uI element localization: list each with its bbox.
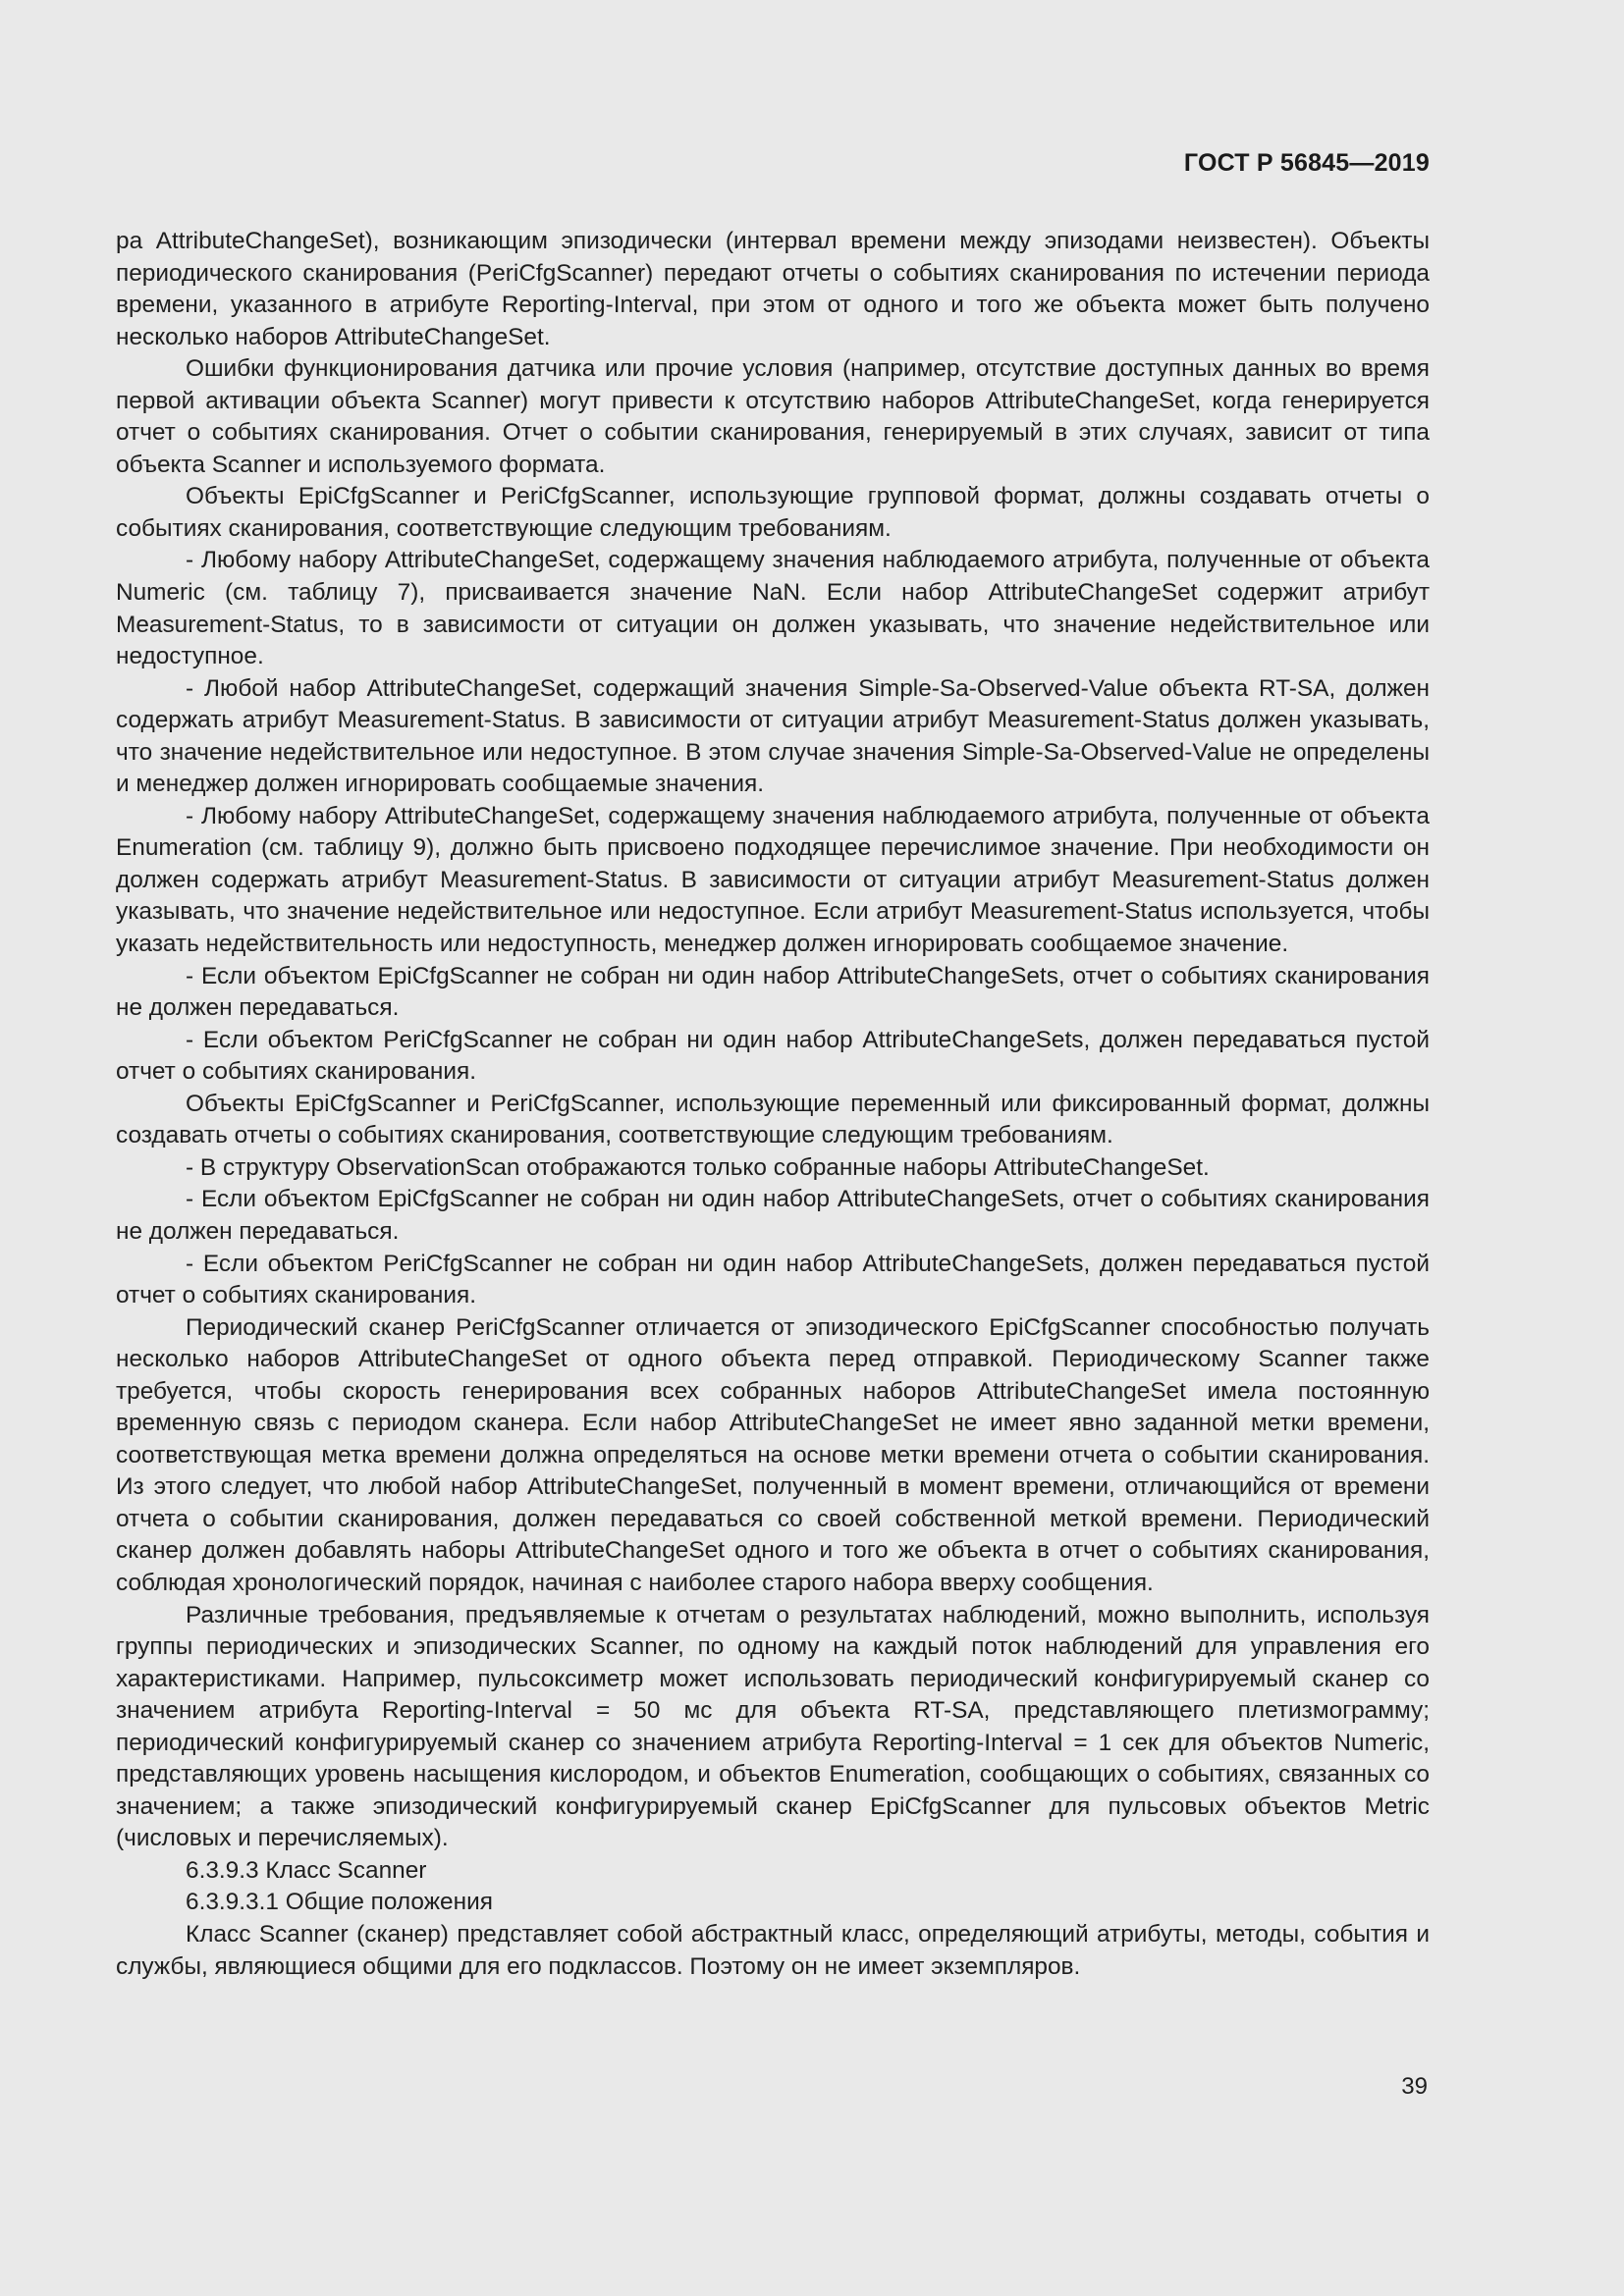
list-item: - Если объектом PeriCfgScanner не собран ни один набор AttributeChangeSets, должен передаваться пустой отчет о событиях сканирования. bbox=[116, 1250, 1430, 1309]
list-item: - Если объектом EpiCfgScanner не собран ни один набор AttributeChangeSets, отчет о событиях сканирования не должен передаваться. bbox=[116, 1186, 1430, 1245]
page-number: 39 bbox=[1401, 2073, 1428, 2100]
list-item: - Если объектом PeriCfgScanner не собран ни один набор AttributeChangeSets, должен передаваться пустой отчет о событиях сканирования. bbox=[116, 1026, 1430, 1086]
paragraph: Различные требования, предъявляемые к отчетам о результатах наблюдений, можно выполнить, используя группы периодических и эпизодических Scanner, по одному на каждый поток наблюдений для управления его характеристиками. Например, пульсоксиметр может использовать периодический конфигурируемый сканер со значением атрибута Reporting-Interval = 50 мс для объекта RT-SA, представляющего плетизмограмму; периодический конфигурируемый сканер со значением атрибута Reporting-Interval = 1 сек для объектов Numeric, представляющих уровень насыщения кислородом, и объектов Enumeration, сообщающих о событиях, связанных со значением; а также эпизодический конфигурируемый сканер EpiCfgScanner для пульсовых объектов Metric (числовых и перечисляемых). bbox=[116, 1601, 1430, 1852]
section-heading: 6.3.9.3 Класс Scanner bbox=[186, 1856, 427, 1884]
subsection-heading: 6.3.9.3.1 Общие положения bbox=[186, 1889, 493, 1916]
document-header: ГОСТ Р 56845—2019 bbox=[1183, 149, 1430, 177]
paragraph: Объекты EpiCfgScanner и PeriCfgScanner, использующие переменный или фиксированный формат, должны создавать отчеты о событиях сканирования, соответствующие следующим требованиям. bbox=[116, 1090, 1430, 1149]
list-item: - В структуру ObservationScan отображаются только собранные наборы AttributeChangeSet. bbox=[186, 1153, 1210, 1181]
paragraph: Объекты EpiCfgScanner и PeriCfgScanner, использующие групповой формат, должны создавать отчеты о событиях сканирования, соответствующие следующим требованиям. bbox=[116, 483, 1430, 542]
paragraph: Класс Scanner (сканер) представляет собой абстрактный класс, определяющий атрибуты, методы, события и службы, являющиеся общими для его подклассов. Поэтому он не имеет экземпляров. bbox=[116, 1920, 1430, 1980]
list-item: - Любой набор AttributeChangeSet, содержащий значения Simple-Sa-Observed-Value объекта RT-SA, должен содержать атрибут Measurement-Status. В зависимости от ситуации атрибут Measurement-Status должен указывать, что значение недействительное или недоступное. В этом случае значения Simple-Sa-Observed-Value не определены и менеджер должен игнорировать сообщаемые значения. bbox=[116, 674, 1430, 798]
paragraph: ра AttributeChangeSet), возникающим эпизодически (интервал времени между эпизодами неизвестен). Объекты периодического сканирования (PeriCfgScanner) передают отчеты о событиях сканирования по истечении периода времени, указанного в атрибуте Reporting-Interval, при этом от одного и того же объекта может быть получено несколько наборов AttributeChangeSet. bbox=[116, 228, 1430, 350]
list-item: - Если объектом EpiCfgScanner не собран ни один набор AttributeChangeSets, отчет о событиях сканирования не должен передаваться. bbox=[116, 962, 1430, 1022]
paragraph: Периодический сканер PeriCfgScanner отличается от эпизодического EpiCfgScanner способностью получать несколько наборов AttributeChangeSet от одного объекта перед отправкой. Периодическому Scanner также требуется, чтобы скорость генерирования всех собранных наборов AttributeChangeSet имела постоянную временную связь с периодом сканера. Если набор AttributeChangeSet не имеет явно заданной метки времени, соответствующая метка времени должна определяться на основе метки времени отчета о событии сканирования. Из этого следует, что любой набор AttributeChangeSet, полученный в момент времени, отличающийся от времени отчета о событии сканирования, должен передаваться со своей собственной меткой времени. Периодический сканер должен добавлять наборы AttributeChangeSet одного и того же объекта в отчет о событиях сканирования, соблюдая хронологический порядок, начиная с наиболее старого набора вверху сообщения. bbox=[116, 1313, 1430, 1596]
body-text bbox=[116, 226, 1430, 1983]
list-item: - Любому набору AttributeChangeSet, содержащему значения наблюдаемого атрибута, полученные от объекта Numeric (см. таблицу 7), присваивается значение NaN. Если набор AttributeChangeSet содержит атрибут Measurement-Status, то в зависимости от ситуации он должен указывать, что значение недействительное или недоступное. bbox=[116, 547, 1430, 670]
list-item: - Любому набору AttributeChangeSet, содержащему значения наблюдаемого атрибута, полученные от объекта Enumeration (см. таблицу 9), должно быть присвоено подходящее перечислимое значение. При необходимости он должен содержать атрибут Measurement-Status. В зависимости от ситуации атрибут Measurement-Status должен указывать, что значение недействительное или недоступное. Если атрибут Measurement-Status используется, чтобы указать недействительность или недоступность, менеджер должен игнорировать сообщаемое значение. bbox=[116, 802, 1430, 958]
paragraph: Ошибки функционирования датчика или прочие условия (например, отсутствие доступных данных во время первой активации объекта Scanner) могут привести к отсутствию наборов AttributeChangeSet, когда генерируется отчет о событиях сканирования. Отчет о событии сканирования, генерируемый в этих случаях, зависит от типа объекта Scanner и используемого формата. bbox=[116, 355, 1430, 478]
